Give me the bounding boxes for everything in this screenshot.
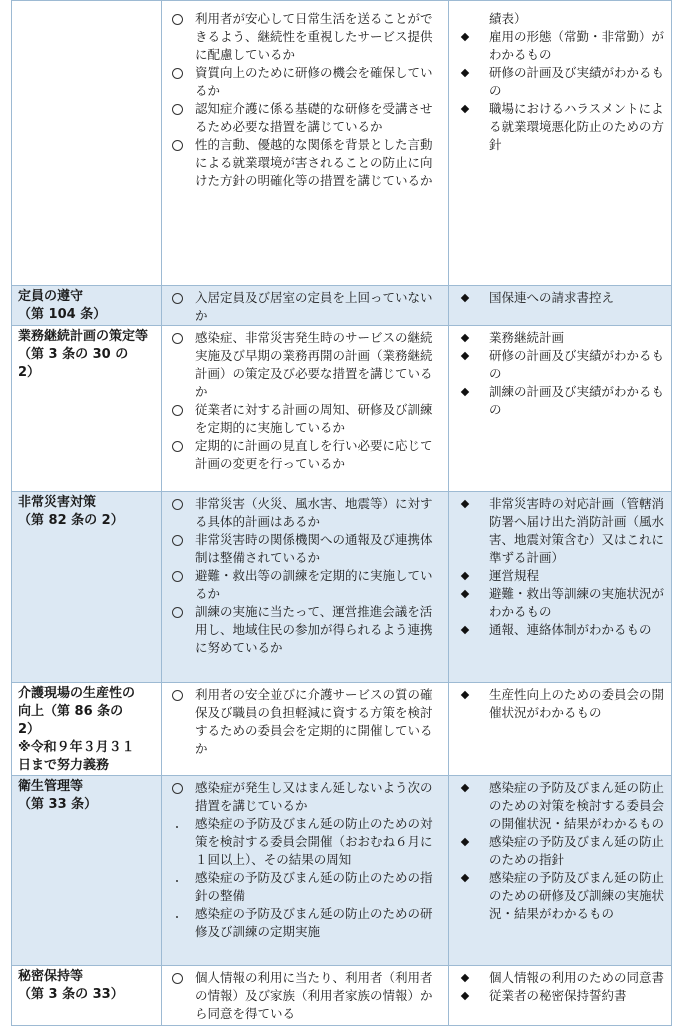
circle-icon: [172, 441, 183, 452]
check-item: 性的言動、優越的な関係を背景とした言動による就業環境が害されることの防止に向けた方針の明確化等の措置を講じているか: [162, 136, 444, 190]
item-title: 介護現場の生産性の 向上（第 86 条の 2） ※令和９年３月３１ 日まで努力義務: [18, 686, 136, 773]
circle-icon: [172, 535, 183, 546]
document-item: 訓練の計画及び実績がわかるもの: [449, 383, 667, 419]
diamond-icon: [461, 500, 469, 508]
circle-icon: [172, 140, 183, 151]
documents-cell: [449, 1, 672, 286]
circle-icon: [172, 499, 183, 510]
table-row-business-continuity: [12, 326, 672, 492]
item-title-cell: [12, 776, 162, 966]
check-item: 従業者に対する計画の周知、研修及び訓練を定期的に実施しているか: [162, 401, 444, 437]
document-item: 研修の計画及び実績がわかるもの: [449, 64, 667, 100]
item-title: 衛生管理等 （第 33 条）: [18, 779, 98, 812]
diamond-icon: [461, 874, 469, 882]
document-item: 業務継続計画: [449, 329, 667, 347]
circle-icon: [172, 293, 183, 304]
check-item: 訓練の実施に当たって、運営推進会議を活用し、地域住民の参加が得られるよう連携に努めているか: [162, 603, 444, 657]
diamond-icon: [461, 838, 469, 846]
diamond-icon: [461, 572, 469, 580]
diamond-icon: [461, 105, 469, 113]
item-title: 秘密保持等 （第 3 条の 33）: [18, 969, 124, 1002]
check-item: 個人情報の利用に当たり、利用者（利用者の情報）及び家族（利用者家族の情報）から同意を得ている: [162, 969, 444, 1023]
check-item: 避難・救出等の訓練を定期的に実施しているか: [162, 567, 444, 603]
check-items-cell: [162, 492, 449, 683]
diamond-icon: [461, 334, 469, 342]
table-row-hygiene: [12, 776, 672, 966]
check-item: 感染症、非常災害発生時のサービスの継続実施及び早期の業務再開の計画（業務継続計画）の策定及び必要な措置を講じているか: [162, 329, 444, 401]
check-subitem: 感染症の予防及びまん延の防止のための指針の整備: [162, 869, 444, 905]
diamond-icon: [461, 352, 469, 360]
check-items-cell: [162, 286, 449, 326]
document-item: 個人情報の利用のための同意書: [449, 969, 667, 987]
diamond-icon: [461, 294, 469, 302]
documents-cell: [449, 966, 672, 1026]
document-item: 通報、連絡体制がわかるもの: [449, 621, 667, 639]
check-item: 利用者の安全並びに介護サービスの質の確保及び職員の負担軽減に資する方策を検討するための委員会を定期的に開催しているか: [162, 686, 444, 758]
documents-cell: [449, 492, 672, 683]
check-item: 利用者が安心して日常生活を送ることができるよう、継続性を重視したサービス提供に配慮しているか: [162, 10, 444, 64]
item-title: 業務継続計画の策定等 （第 3 条の 30 の 2）: [18, 329, 149, 380]
documents-cell: [449, 286, 672, 326]
bullet-dot-icon: [176, 916, 178, 918]
document-item: 職場におけるハラスメントによる就業環境悪化防止のための方針: [449, 100, 667, 154]
circle-icon: [172, 973, 183, 984]
check-item: 非常災害（火災、風水害、地震等）に対する具体的計画はあるか: [162, 495, 444, 531]
diamond-icon: [461, 784, 469, 792]
check-items-cell: [162, 1, 449, 286]
document-item: 感染症の予防及びまん延の防止のための研修及び訓練の実施状況・結果がわかるもの: [449, 869, 667, 923]
check-item: 感染症が発生し又はまん延しないよう次の措置を講じているか: [162, 779, 444, 815]
item-title-cell: [12, 326, 162, 492]
check-items-cell: [162, 966, 449, 1026]
document-item: 感染症の予防及びまん延の防止のための指針: [449, 833, 667, 869]
circle-icon: [172, 571, 183, 582]
document-item: 非常災害時の対応計画（管轄消防署へ届け出た消防計画（風水害、地震対策含む）又はこれに準ずる計画）: [449, 495, 667, 567]
inspection-checklist-table: [11, 0, 672, 1026]
item-title-cell: [12, 1, 162, 286]
check-item: 非常災害時の関係機関への通報及び連携体制は整備されているか: [162, 531, 444, 567]
check-items-cell: [162, 683, 449, 776]
document-item: 生産性向上のための委員会の開催状況がわかるもの: [449, 686, 667, 722]
table-row-disaster-measures: [12, 492, 672, 683]
diamond-icon: [461, 388, 469, 396]
table-row-capacity: [12, 286, 672, 326]
document-continuation: 績表）: [489, 11, 527, 26]
circle-icon: [172, 104, 183, 115]
document-item: 国保連への請求書控え: [449, 289, 667, 307]
document-item: 研修の計画及び実績がわかるもの: [449, 347, 667, 383]
diamond-icon: [461, 992, 469, 1000]
circle-icon: [172, 68, 183, 79]
table-row-confidentiality: [12, 966, 672, 1026]
documents-cell: [449, 683, 672, 776]
check-item: 認知症介護に係る基礎的な研修を受講させるため必要な措置を講じているか: [162, 100, 444, 136]
item-title-cell: [12, 966, 162, 1026]
documents-cell: [449, 776, 672, 966]
diamond-icon: [461, 33, 469, 41]
document-item: 従業者の秘密保持誓約書: [449, 987, 667, 1005]
diamond-icon: [461, 974, 469, 982]
document-item: 感染症の予防及びまん延の防止のための対策を検討する委員会の開催状況・結果がわかるもの: [449, 779, 667, 833]
diamond-icon: [461, 590, 469, 598]
document-item: 運営規程: [449, 567, 667, 585]
circle-icon: [172, 405, 183, 416]
item-title: 定員の遵守 （第 104 条）: [18, 289, 107, 322]
circle-icon: [172, 783, 183, 794]
check-items-cell: [162, 326, 449, 492]
circle-icon: [172, 14, 183, 25]
diamond-icon: [461, 691, 469, 699]
item-title-cell: [12, 683, 162, 776]
documents-cell: [449, 326, 672, 492]
item-title: 非常災害対策 （第 82 条の 2）: [18, 495, 124, 528]
document-item: 雇用の形態（常勤・非常勤）がわかるもの: [449, 28, 667, 64]
check-subitem: 感染症の予防及びまん延の防止のための研修及び訓練の定期実施: [162, 905, 444, 941]
item-title-cell: [12, 286, 162, 326]
diamond-icon: [461, 69, 469, 77]
check-items-cell: [162, 776, 449, 966]
circle-icon: [172, 690, 183, 701]
document-item: 避難・救出等訓練の実施状況がわかるもの: [449, 585, 667, 621]
item-title-cell: [12, 492, 162, 683]
table-row-productivity: [12, 683, 672, 776]
check-subitem: 感染症の予防及びまん延の防止のための対策を検討する委員会開催（おおむね６月に１回以上）、その結果の周知: [162, 815, 444, 869]
circle-icon: [172, 333, 183, 344]
bullet-dot-icon: [176, 880, 178, 882]
bullet-dot-icon: [176, 826, 178, 828]
check-item: 資質向上のために研修の機会を確保しているか: [162, 64, 444, 100]
table-row-staff-training: [12, 1, 672, 286]
diamond-icon: [461, 626, 469, 634]
circle-icon: [172, 607, 183, 618]
check-item: 定期的に計画の見直しを行い必要に応じて計画の変更を行っているか: [162, 437, 444, 473]
check-item: 入居定員及び居室の定員を上回っていないか: [162, 289, 444, 325]
